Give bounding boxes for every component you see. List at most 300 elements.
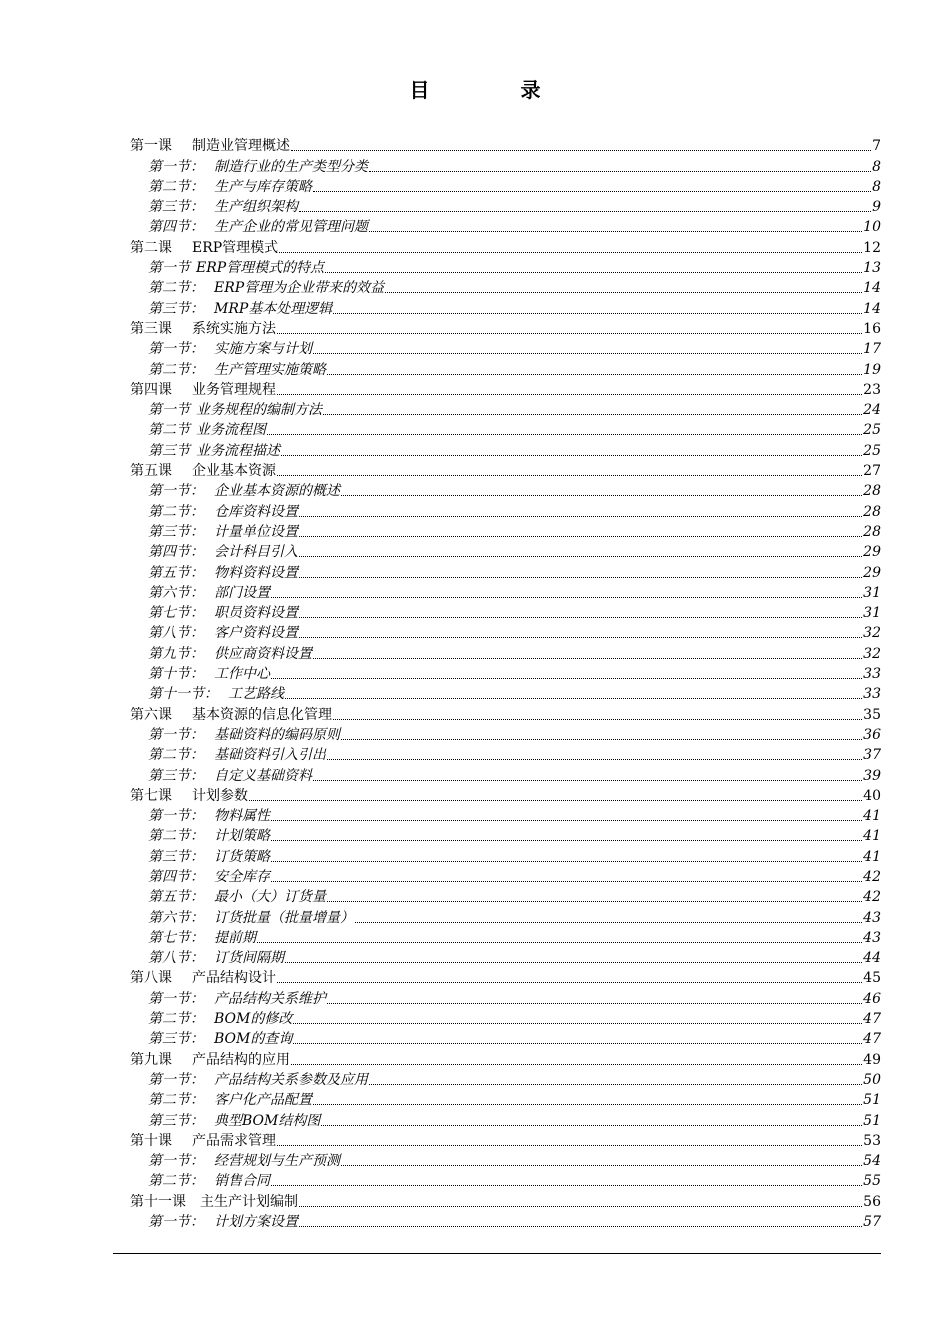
toc-dot-leader (271, 1184, 862, 1186)
toc-entry-number: 第二节 (148, 422, 190, 439)
toc-entry-title: 生产管理实施策略 (214, 361, 326, 378)
table-of-contents (130, 135, 881, 1231)
toc-entry-number: 第七课 (130, 787, 172, 804)
toc-entry-chapter[interactable] (130, 1048, 881, 1068)
toc-entry-number: 第六课 (130, 706, 172, 723)
toc-page-number: 36 (863, 726, 881, 743)
toc-page-number: 49 (863, 1051, 881, 1068)
toc-entry-section[interactable] (130, 987, 881, 1007)
toc-entry-label (148, 443, 280, 460)
toc-title: 目 录 (409, 78, 583, 102)
toc-entry-section[interactable] (130, 1170, 881, 1190)
toc-entry-section[interactable] (130, 886, 881, 906)
toc-entry-title: 业务规程的编制方法 (196, 402, 322, 419)
toc-entry-number: 第二节： (148, 1173, 204, 1190)
bottom-rule (113, 1253, 881, 1254)
toc-entry-label (148, 199, 298, 216)
toc-page-number: 55 (863, 1173, 881, 1190)
toc-page-number: 13 (863, 260, 881, 277)
toc-entry-number: 第十课 (130, 1132, 172, 1149)
toc-entry-section[interactable] (130, 155, 881, 175)
toc-entry-label (148, 159, 368, 176)
toc-entry-title: 业务管理规程 (192, 381, 276, 398)
toc-entry-label (130, 1052, 290, 1069)
toc-entry-title: 部门设置 (214, 584, 270, 601)
toc-entry-section[interactable] (130, 1008, 881, 1028)
toc-entry-label (148, 179, 312, 196)
toc-entry-label (148, 625, 298, 642)
toc-entry-title: 计划参数 (192, 787, 248, 804)
toc-page-number: 32 (863, 645, 881, 662)
toc-entry-chapter[interactable] (130, 967, 881, 987)
toc-entry-title: 典型BOM结构图 (214, 1112, 321, 1129)
toc-entry-number: 第三节： (148, 1112, 204, 1129)
toc-entry-title: 订货间隔期 (214, 950, 284, 967)
toc-entry-title: 物料属性 (214, 808, 270, 825)
toc-entry-label (148, 301, 332, 318)
toc-entry-section[interactable] (130, 358, 881, 378)
toc-entry-number: 第六节： (148, 584, 204, 601)
toc-entry-title: 客户资料设置 (214, 625, 298, 642)
toc-entry-label (130, 707, 332, 724)
toc-entry-section[interactable] (130, 521, 881, 541)
toc-page-number: 16 (863, 320, 881, 337)
toc-entry-number: 第七节： (148, 929, 204, 946)
toc-entry-number: 第二节： (148, 747, 204, 764)
toc-entry-number: 第七节： (148, 605, 204, 622)
toc-entry-title: ERP管理模式 (192, 239, 279, 256)
toc-dot-leader (321, 1124, 862, 1126)
toc-dot-leader (299, 636, 862, 638)
toc-entry-number: 第三节： (148, 767, 204, 784)
toc-page-number: 29 (863, 564, 881, 581)
toc-entry-number: 第一节： (148, 990, 204, 1007)
toc-entry-label (148, 1173, 270, 1190)
toc-page-number: 41 (863, 828, 881, 845)
toc-page-number: 33 (863, 686, 881, 703)
toc-entry-label (148, 768, 312, 785)
toc-page-number: 42 (863, 868, 881, 885)
toc-page-number: 7 (872, 138, 881, 155)
toc-entry-label (148, 483, 340, 500)
toc-entry-label (148, 808, 270, 825)
toc-entry-title: 安全库存 (214, 868, 270, 885)
toc-page-number: 54 (863, 1153, 881, 1170)
toc-entry-title: 企业基本资源的概述 (214, 483, 340, 500)
toc-dot-leader (341, 494, 862, 496)
toc-entry-title: ERP管理模式的特点 (196, 260, 325, 277)
toc-entry-label (148, 1072, 368, 1089)
toc-entry-chapter[interactable] (130, 379, 881, 399)
toc-entry-title: 供应商资料设置 (214, 645, 312, 662)
toc-entry-title: 产品结构关系维护 (214, 990, 326, 1007)
toc-entry-section[interactable] (130, 582, 881, 602)
toc-page-number: 51 (863, 1092, 881, 1109)
toc-entry-section[interactable] (130, 176, 881, 196)
toc-page-number: 31 (863, 584, 881, 601)
toc-dot-leader (313, 1103, 862, 1105)
toc-entry-label (148, 646, 312, 663)
toc-entry-label (148, 585, 270, 602)
toc-entry-section[interactable] (130, 602, 881, 622)
toc-entry-title: 仓库资料设置 (214, 503, 298, 520)
toc-entry-number: 第三节： (148, 199, 204, 216)
toc-entry-number: 第三课 (130, 320, 172, 337)
toc-entry-label (148, 524, 298, 541)
toc-page-number: 43 (863, 929, 881, 946)
toc-dot-leader (369, 230, 862, 232)
toc-entry-label (130, 1133, 276, 1150)
toc-dot-leader (271, 839, 862, 841)
toc-entry-title: 产品需求管理 (192, 1132, 276, 1149)
toc-entry-title: 工作中心 (214, 666, 270, 683)
toc-entry-title: 产品结构关系参数及应用 (214, 1071, 368, 1088)
toc-dot-leader (271, 677, 862, 679)
toc-entry-number: 第四节： (148, 544, 204, 561)
toc-dot-leader (267, 433, 862, 435)
toc-dot-leader (277, 474, 862, 476)
toc-dot-leader (341, 738, 862, 740)
toc-dot-leader (279, 251, 862, 253)
toc-entry-title: 基本资源的信息化管理 (192, 706, 332, 723)
toc-dot-leader (299, 576, 862, 578)
toc-entry-number: 第一节： (148, 158, 204, 175)
toc-entry-label (130, 321, 276, 338)
toc-entry-section[interactable] (130, 419, 881, 439)
toc-entry-title: 订货策略 (214, 848, 270, 865)
toc-entry-section[interactable] (130, 439, 881, 459)
toc-entry-label (148, 930, 256, 947)
toc-entry-number: 第五课 (130, 463, 172, 480)
toc-page-number: 50 (863, 1071, 881, 1088)
toc-entry-section[interactable] (130, 500, 881, 520)
toc-entry-label (148, 1153, 340, 1170)
toc-entry-title: 最小（大）订货量 (214, 889, 326, 906)
toc-dot-leader (271, 860, 862, 862)
toc-dot-leader (333, 718, 862, 720)
toc-entry-title: 实施方案与计划 (214, 341, 312, 358)
toc-entry-title: 生产与库存策略 (214, 178, 312, 195)
toc-entry-label (148, 605, 298, 622)
toc-dot-leader (369, 1083, 862, 1085)
toc-entry-label (148, 402, 322, 419)
toc-page-number: 40 (863, 787, 881, 804)
toc-entry-section[interactable] (130, 805, 881, 825)
toc-entry-chapter[interactable] (130, 135, 881, 155)
toc-page-number: 25 (863, 442, 881, 459)
toc-entry-number: 第一节： (148, 483, 204, 500)
toc-entry-chapter[interactable] (130, 318, 881, 338)
toc-entry-title: 系统实施方法 (192, 320, 276, 337)
toc-entry-label (148, 991, 326, 1008)
toc-dot-leader (313, 657, 862, 659)
toc-entry-title: 基础资料引入引出 (214, 747, 326, 764)
toc-page-number: 41 (863, 808, 881, 825)
toc-entry-number: 第九节： (148, 645, 204, 662)
toc-page-number: 9 (872, 199, 881, 216)
toc-dot-leader (299, 535, 862, 537)
toc-entry-label (148, 950, 284, 967)
toc-entry-section[interactable] (130, 277, 881, 297)
toc-entry-label (148, 1214, 298, 1231)
toc-entry-section[interactable] (130, 399, 881, 419)
toc-entry-section[interactable] (130, 1150, 881, 1170)
toc-entry-label (148, 362, 326, 379)
toc-dot-leader (323, 413, 862, 415)
toc-entry-section[interactable] (130, 724, 881, 744)
toc-entry-title: 会计科目引入 (214, 544, 298, 561)
toc-page-number: 42 (863, 889, 881, 906)
toc-entry-section[interactable] (130, 1028, 881, 1048)
toc-entry-number: 第一课 (130, 138, 172, 155)
toc-entry-number: 第一节： (148, 808, 204, 825)
toc-entry-label (130, 970, 276, 987)
toc-dot-leader (293, 1042, 862, 1044)
toc-entry-number: 第十节： (148, 666, 204, 683)
toc-dot-leader (277, 1144, 862, 1146)
toc-entry-number: 第一节 (148, 260, 190, 277)
toc-entry-title: 计量单位设置 (214, 523, 298, 540)
toc-entry-label (148, 544, 298, 561)
toc-page-number: 8 (872, 178, 881, 195)
toc-entry-label (130, 1194, 298, 1211)
toc-dot-leader (327, 758, 862, 760)
toc-entry-number: 第八课 (130, 970, 172, 987)
toc-entry-section[interactable] (130, 1211, 881, 1231)
toc-entry-label (148, 666, 270, 683)
toc-entry-label (130, 463, 276, 480)
toc-entry-section[interactable] (130, 744, 881, 764)
toc-entry-number: 第二节： (148, 1011, 204, 1028)
toc-entry-section[interactable] (130, 561, 881, 581)
toc-entry-number: 第四节： (148, 219, 204, 236)
toc-entry-section[interactable] (130, 866, 881, 886)
toc-entry-label (148, 1092, 312, 1109)
toc-entry-section[interactable] (130, 927, 881, 947)
toc-entry-section[interactable] (130, 1069, 881, 1089)
toc-entry-title: ERP管理为企业带来的效益 (214, 280, 385, 297)
toc-page-number: 14 (863, 280, 881, 297)
toc-entry-chapter[interactable] (130, 1130, 881, 1150)
toc-entry-number: 第一节： (148, 1214, 204, 1231)
toc-entry-title: 业务流程图 (196, 422, 266, 439)
toc-dot-leader (299, 210, 871, 212)
toc-dot-leader (355, 921, 862, 923)
toc-entry-section[interactable] (130, 825, 881, 845)
toc-page-number: 27 (863, 463, 881, 480)
toc-dot-leader (327, 1002, 862, 1004)
toc-entry-title: 制造行业的生产类型分类 (214, 158, 368, 175)
toc-page-number: 44 (863, 950, 881, 967)
toc-dot-leader (313, 779, 862, 781)
toc-entry-section[interactable] (130, 1089, 881, 1109)
toc-entry-label (148, 910, 354, 927)
toc-dot-leader (285, 961, 862, 963)
toc-entry-number: 第二节： (148, 503, 204, 520)
toc-page-number: 25 (863, 422, 881, 439)
toc-entry-section[interactable] (130, 906, 881, 926)
toc-page-number: 28 (863, 503, 881, 520)
toc-entry-title: MRP基本处理逻辑 (214, 300, 333, 317)
toc-entry-label (148, 727, 340, 744)
toc-dot-leader (271, 596, 862, 598)
toc-entry-chapter[interactable] (130, 236, 881, 256)
toc-entry-section[interactable] (130, 216, 881, 236)
toc-entry-label (148, 280, 384, 297)
toc-dot-leader (369, 170, 871, 172)
toc-dot-leader (249, 799, 862, 801)
toc-entry-title: 基础资料的编码原则 (214, 726, 340, 743)
toc-entry-section[interactable] (130, 683, 881, 703)
toc-page-number: 35 (863, 706, 881, 723)
toc-page-number: 57 (863, 1214, 881, 1231)
toc-entry-label (148, 869, 270, 886)
toc-page-number: 46 (863, 990, 881, 1007)
toc-entry-number: 第二节： (148, 1092, 204, 1109)
toc-entry-title: 业务流程描述 (196, 442, 280, 459)
toc-entry-title: 计划策略 (214, 828, 270, 845)
toc-entry-title: 自定义基础资料 (214, 767, 312, 784)
toc-entry-title: 物料资料设置 (214, 564, 298, 581)
toc-entry-section[interactable] (130, 257, 881, 277)
toc-entry-label (130, 138, 290, 155)
toc-dot-leader (325, 271, 862, 273)
toc-entry-section[interactable] (130, 622, 881, 642)
toc-dot-leader (299, 1205, 862, 1207)
toc-entry-chapter[interactable] (130, 460, 881, 480)
toc-page-number: 53 (863, 1132, 881, 1149)
toc-dot-leader (277, 981, 862, 983)
toc-entry-number: 第六节： (148, 909, 204, 926)
toc-entry-title: 产品结构的应用 (192, 1051, 290, 1068)
toc-entry-section[interactable] (130, 764, 881, 784)
toc-entry-title: 主生产计划编制 (200, 1193, 298, 1210)
toc-entry-number: 第一节 (148, 402, 190, 419)
toc-entry-section[interactable] (130, 947, 881, 967)
toc-entry-section[interactable] (130, 1109, 881, 1129)
toc-entry-number: 第二节： (148, 361, 204, 378)
toc-dot-leader (333, 312, 862, 314)
toc-dot-leader (257, 941, 862, 943)
toc-entry-label (148, 686, 284, 703)
toc-page-number: 8 (872, 158, 881, 175)
toc-entry-section[interactable] (130, 541, 881, 561)
toc-dot-leader (313, 352, 862, 354)
toc-entry-chapter[interactable] (130, 785, 881, 805)
toc-entry-title: 工艺路线 (228, 686, 284, 703)
toc-page-number: 43 (863, 909, 881, 926)
toc-entry-title: 客户化产品配置 (214, 1092, 312, 1109)
toc-page-number: 28 (863, 483, 881, 500)
toc-dot-leader (285, 697, 862, 699)
toc-entry-label (148, 1113, 320, 1130)
toc-dot-leader (327, 900, 862, 902)
toc-entry-section[interactable] (130, 845, 881, 865)
toc-entry-number: 第一节： (148, 1153, 204, 1170)
toc-entry-title: BOM的修改 (214, 1011, 293, 1028)
toc-entry-label (148, 889, 326, 906)
toc-page-number: 51 (863, 1112, 881, 1129)
toc-entry-number: 第九课 (130, 1051, 172, 1068)
toc-entry-label (148, 260, 324, 277)
toc-dot-leader (299, 515, 862, 517)
toc-entry-number: 第二节： (148, 178, 204, 195)
toc-entry-chapter[interactable] (130, 1190, 881, 1210)
toc-entry-number: 第三节： (148, 848, 204, 865)
toc-entry-section[interactable] (130, 196, 881, 216)
toc-entry-section[interactable] (130, 338, 881, 358)
toc-page-number: 31 (863, 605, 881, 622)
toc-dot-leader (341, 1164, 862, 1166)
toc-page-number: 39 (863, 767, 881, 784)
toc-dot-leader (291, 149, 871, 151)
toc-entry-label (148, 565, 298, 582)
toc-dot-leader (277, 393, 862, 395)
toc-entry-number: 第二节： (148, 828, 204, 845)
toc-entry-label (148, 849, 270, 866)
toc-entry-section[interactable] (130, 642, 881, 662)
toc-entry-number: 第四节： (148, 868, 204, 885)
toc-dot-leader (281, 454, 862, 456)
toc-entry-section[interactable] (130, 480, 881, 500)
toc-entry-label (130, 240, 278, 257)
toc-page-number: 10 (863, 219, 881, 236)
toc-entry-title: 制造业管理概述 (192, 138, 290, 155)
toc-dot-leader (327, 373, 862, 375)
toc-page-number: 17 (863, 341, 881, 358)
toc-entry-number: 第二课 (130, 239, 172, 256)
toc-entry-label (148, 1011, 292, 1028)
toc-entry-title: BOM的查询 (214, 1031, 293, 1048)
toc-entry-section[interactable] (130, 663, 881, 683)
toc-entry-label (130, 788, 248, 805)
toc-page-number: 37 (863, 747, 881, 764)
toc-entry-number: 第十一节： (148, 686, 218, 703)
toc-dot-leader (299, 616, 862, 618)
toc-entry-number: 第一节： (148, 1071, 204, 1088)
toc-entry-label (130, 382, 276, 399)
toc-dot-leader (299, 1225, 862, 1227)
toc-dot-leader (385, 291, 862, 293)
toc-page-number: 32 (863, 625, 881, 642)
toc-entry-title: 企业基本资源 (192, 463, 276, 480)
toc-page-number: 24 (863, 402, 881, 419)
toc-entry-number: 第八节： (148, 950, 204, 967)
toc-page-number: 41 (863, 848, 881, 865)
toc-entry-number: 第一节： (148, 341, 204, 358)
toc-dot-leader (277, 332, 862, 334)
toc-entry-number: 第一节： (148, 726, 204, 743)
toc-page-number: 14 (863, 300, 881, 317)
toc-dot-leader (293, 1022, 862, 1024)
toc-page-number: 23 (863, 381, 881, 398)
toc-page-number: 56 (863, 1193, 881, 1210)
toc-entry-title: 职员资料设置 (214, 605, 298, 622)
toc-entry-title: 生产企业的常见管理问题 (214, 219, 368, 236)
toc-entry-title: 计划方案设置 (214, 1214, 298, 1231)
toc-page-number: 28 (863, 523, 881, 540)
toc-entry-title: 生产组织架构 (214, 199, 298, 216)
toc-entry-number: 第三节： (148, 1031, 204, 1048)
toc-page-number: 19 (863, 361, 881, 378)
toc-entry-title: 提前期 (214, 929, 256, 946)
toc-entry-number: 第八节： (148, 625, 204, 642)
toc-entry-title: 销售合同 (214, 1173, 270, 1190)
toc-entry-chapter[interactable] (130, 703, 881, 723)
toc-entry-number: 第三节 (148, 442, 190, 459)
toc-entry-number: 第十一课 (130, 1193, 186, 1210)
toc-entry-section[interactable] (130, 297, 881, 317)
